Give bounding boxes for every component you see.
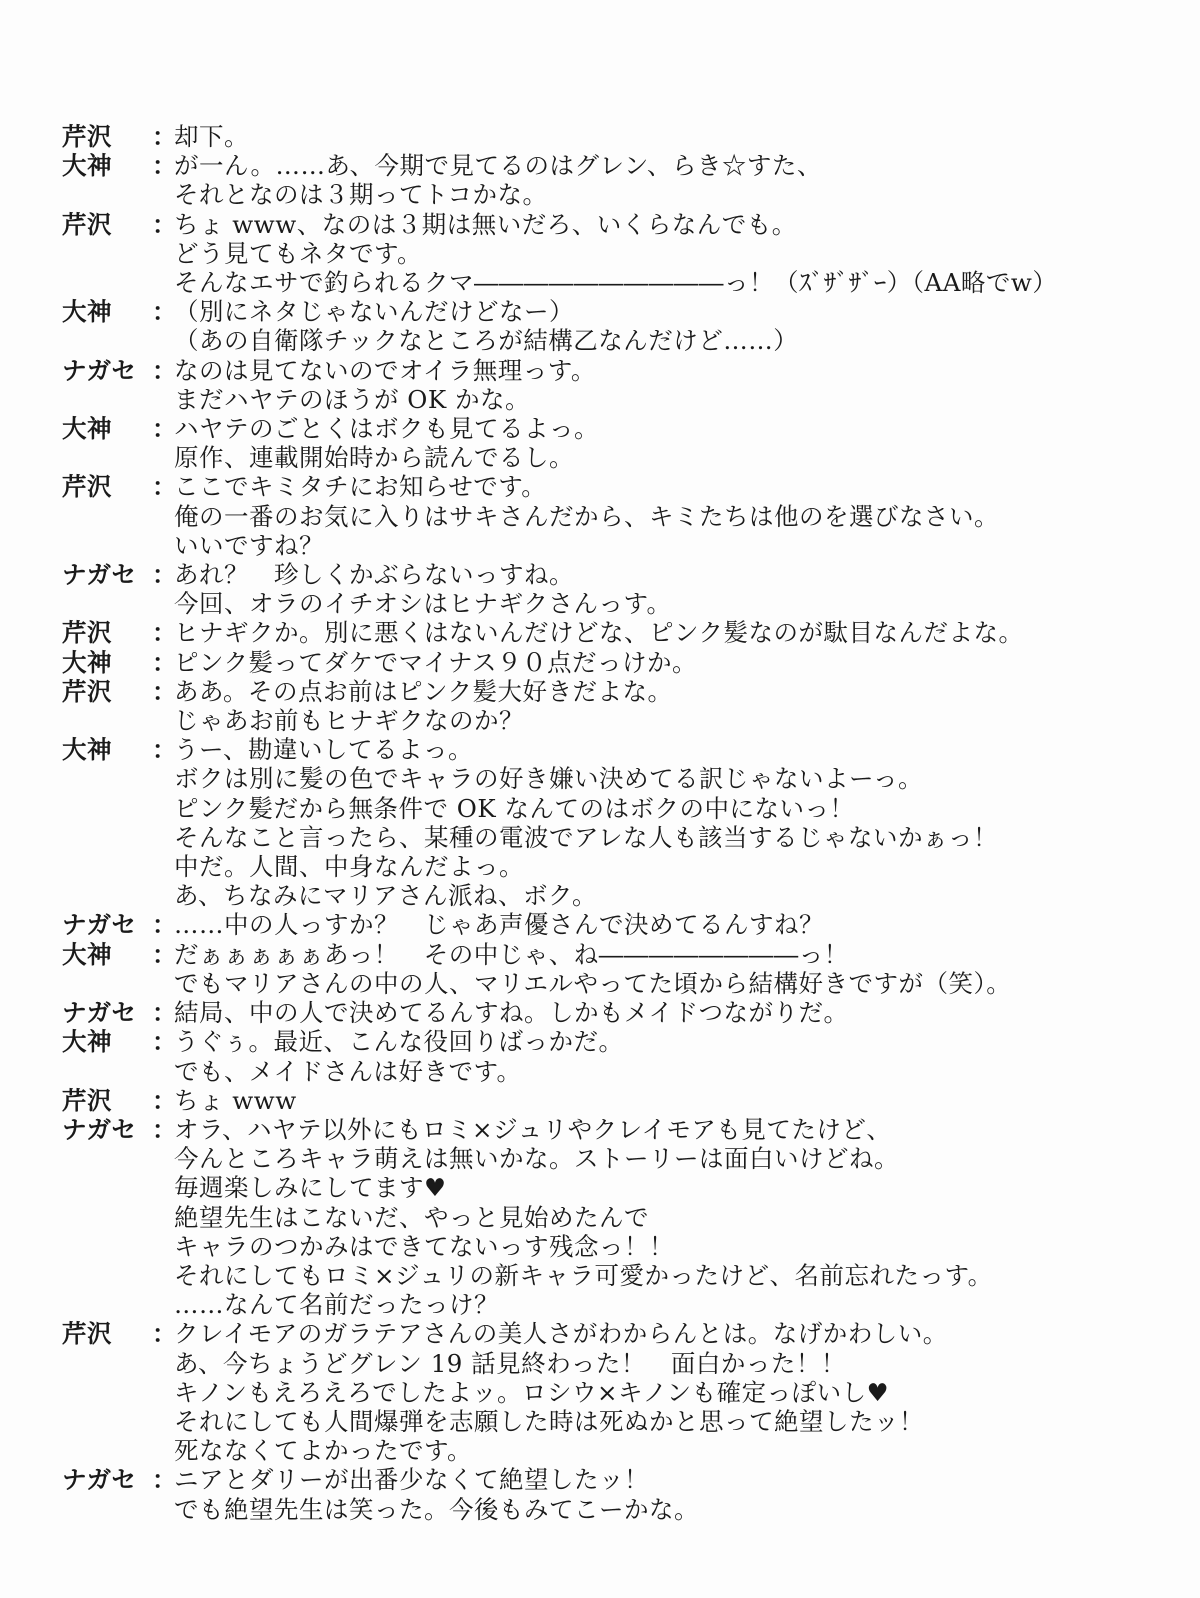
speech-line: 死ななくてよかったです。: [174, 1436, 473, 1466]
speech-lines: [174, 1086, 1142, 1115]
speaker-name: 大神: [62, 735, 112, 765]
speaker-name: ナガセ: [62, 910, 137, 940]
speech-line: 中だ。人間、中身なんだよっ。: [174, 852, 524, 882]
speech-lines: [174, 998, 1142, 1027]
speech-line: （別にネタじゃないんだけどなー）: [174, 297, 574, 327]
speech-line: 結局、中の人で決めてるんすね。しかもメイドつながりだ。: [174, 998, 849, 1028]
speaker-name: 大神: [62, 647, 112, 677]
speaker-colon: ：: [152, 297, 177, 327]
speech-lines: [174, 940, 1142, 998]
speech-lines: [174, 151, 1142, 209]
speech-lines: [174, 560, 1142, 618]
speaker-name: 芹沢: [62, 209, 112, 239]
speaker-name: ナガセ: [62, 355, 137, 385]
speech-line: うー、勘違いしてるよっ。: [174, 735, 474, 765]
speaker-name: 芹沢: [62, 122, 112, 151]
speaker-colon: ：: [152, 618, 177, 648]
speaker-colon: ：: [152, 122, 177, 151]
speaker-name: ナガセ: [62, 1465, 137, 1495]
speaker-name: 大神: [62, 939, 112, 969]
speaker-colon: ：: [152, 1114, 177, 1144]
speech-line: それにしても人間爆弾を志願した時は死ぬかと思って絶望したッ！: [174, 1406, 924, 1436]
dialogue-entry: [62, 910, 1142, 939]
speaker-name: 芹沢: [62, 1085, 112, 1115]
speech-lines: [174, 210, 1142, 298]
speech-line: でも絶望先生は笑った。今後もみてこーかな。: [174, 1494, 699, 1524]
speaker-name: 芹沢: [62, 618, 112, 648]
speech-line: ボクは別に髪の色でキャラの好き嫌い決めてる訳じゃないよーっ。: [174, 764, 924, 794]
speech-line: まだハヤテのほうが OK かな。: [174, 384, 530, 414]
speech-lines: [174, 677, 1142, 735]
speech-line: ちょ www、なのは３期は無いだろ、いくらなんでも。: [174, 209, 797, 239]
speaker-colon: ：: [152, 647, 177, 677]
speaker-name: 大神: [62, 1027, 112, 1057]
speaker-colon: ：: [152, 676, 177, 706]
speech-line: 毎週楽しみにしてます♥: [174, 1173, 447, 1203]
speaker-name: 大神: [62, 297, 112, 327]
speaker-name: 芹沢: [62, 1319, 112, 1349]
speech-lines: [174, 472, 1142, 560]
speech-lines: [174, 356, 1142, 414]
speech-lines: [174, 122, 1142, 151]
speech-line: ピンク髪だから無条件で OK なんてのはボクの中にないっ！: [174, 793, 855, 823]
speech-line: あ、ちなみにマリアさん派ね、ボク。: [174, 881, 598, 911]
speech-lines: [174, 1465, 1142, 1523]
speaker-name: 芹沢: [62, 472, 112, 502]
dialogue-entry: [62, 122, 1142, 151]
dialogue-entry: [62, 735, 1142, 910]
speech-line: 絶望先生はこないだ、やっと見始めたんで: [174, 1202, 649, 1232]
speech-line: 俺の一番のお気に入りはサキさんだから、キミたちは他のを選びなさい。: [174, 501, 999, 531]
dialogue-entry: [62, 1319, 1142, 1465]
speech-line: 今回、オラのイチオシはヒナギクさんっす。: [174, 589, 672, 619]
speaker-colon: ：: [152, 414, 177, 444]
speaker-colon: ：: [152, 1319, 177, 1349]
speech-line: あ、今ちょうどグレン 19 話見終わった！ 面白かった！！: [174, 1348, 846, 1378]
speaker-colon: ：: [152, 209, 177, 239]
dialogue-entry: [62, 677, 1142, 735]
speaker-name: ナガセ: [62, 560, 137, 590]
speech-line: 原作、連載開始時から読んでるし。: [174, 443, 574, 473]
speech-line: （あの自衛隊チックなところが結構乙なんだけど……）: [174, 326, 799, 356]
speech-line: そんなエサで釣られるクマ――――――――――っ！（ｽﾞｻﾞｻﾞｰ）（AA略でw）: [174, 268, 1058, 298]
speech-line: 今んところキャラ萌えは無いかな。ストーリーは面白いけどね。: [174, 1144, 899, 1174]
speech-lines: [174, 414, 1142, 472]
speech-line: キノンもえろえろでしたよッ。ロシウ×キノンも確定っぽいし♥: [174, 1377, 890, 1407]
speech-line: ハヤテのごとくはボクも見てるよっ。: [174, 414, 599, 444]
speech-line: 却下。: [174, 122, 249, 151]
dialogue-entry: [62, 1115, 1142, 1319]
dialogue-entry: [62, 940, 1142, 998]
speech-line: だぁぁぁぁぁあっ！ その中じゃ、ね――――――――っ！: [174, 939, 849, 969]
speech-line: うぐぅ。最近、こんな役回りばっかだ。: [174, 1027, 624, 1057]
speaker-name: 芹沢: [62, 676, 112, 706]
speech-line: オラ、ハヤテ以外にもロミ×ジュリやクレイモアも見てたけど、: [174, 1114, 892, 1144]
speech-line: ヒナギクか。別に悪くはないんだけどな、ピンク髪なのが駄目なんだよな。: [174, 618, 1024, 648]
speech-line: ああ。その点お前はピンク髪大好きだよな。: [174, 676, 673, 706]
speech-line: でもマリアさんの中の人、マリエルやってた頃から結構好きですが（笑）。: [174, 968, 1012, 998]
dialogue-transcript: [62, 122, 1142, 1524]
speech-line: でも、メイドさんは好きです。: [174, 1056, 522, 1086]
dialogue-entry: [62, 472, 1142, 560]
dialogue-entry: [62, 356, 1142, 414]
speech-lines: [174, 1027, 1142, 1085]
speaker-colon: ：: [152, 355, 177, 385]
speech-line: ……中の人っすか？ じゃあ声優さんで決めてるんすね？: [174, 910, 824, 940]
speech-lines: [174, 1115, 1142, 1319]
speech-line: それにしてもロミ×ジュリの新キャラ可愛かったけど、名前忘れたっす。: [174, 1260, 993, 1290]
speaker-colon: ：: [152, 1085, 177, 1115]
speech-lines: [174, 297, 1142, 355]
speaker-name: 大神: [62, 414, 112, 444]
speech-line: それとなのは３期ってトコかな。: [174, 180, 548, 210]
speech-lines: [174, 910, 1142, 939]
speech-line: クレイモアのガラテアさんの美人さがわからんとは。なげかわしい。: [174, 1319, 948, 1349]
speech-line: そんなこと言ったら、某種の電波でアレな人も該当するじゃないかぁっ！: [174, 822, 999, 852]
speaker-colon: ：: [152, 560, 177, 590]
speech-line: いいですね？: [174, 530, 324, 560]
speech-line: あれ？ 珍しくかぶらないっすね。: [174, 560, 574, 590]
dialogue-entry: [62, 1086, 1142, 1115]
speech-line: が一ん。……あ、今期で見てるのはグレン、らき☆すた、: [174, 151, 822, 181]
speech-line: なのは見てないのでオイラ無理っす。: [174, 355, 596, 385]
speaker-colon: ：: [152, 998, 177, 1028]
speech-line: ここでキミタチにお知らせです。: [174, 472, 547, 502]
speaker-name: ナガセ: [62, 1114, 137, 1144]
dialogue-entry: [62, 648, 1142, 677]
dialogue-entry: [62, 998, 1142, 1027]
speaker-colon: ：: [152, 1027, 177, 1057]
dialogue-entry: [62, 618, 1142, 647]
dialogue-entry: [62, 151, 1142, 209]
speaker-colon: ：: [152, 939, 177, 969]
dialogue-entry: [62, 414, 1142, 472]
speaker-name: ナガセ: [62, 998, 137, 1028]
speech-lines: [174, 618, 1142, 647]
speech-lines: [174, 648, 1142, 677]
dialogue-entry: [62, 1027, 1142, 1085]
speaker-colon: ：: [152, 735, 177, 765]
dialogue-entry: [62, 1465, 1142, 1523]
speech-line: ちょ www: [174, 1085, 297, 1115]
speech-lines: [174, 735, 1142, 910]
speech-lines: [174, 1319, 1142, 1465]
speech-line: ピンク髪ってダケでマイナス９０点だっけか。: [174, 647, 698, 677]
dialogue-entry: [62, 560, 1142, 618]
speaker-name: 大神: [62, 151, 112, 181]
speaker-colon: ：: [152, 472, 177, 502]
speaker-colon: ：: [152, 151, 177, 181]
dialogue-entry: [62, 210, 1142, 298]
speech-line: ……なんて名前だったっけ？: [174, 1290, 499, 1320]
speech-line: ニアとダリーが出番少なくて絶望したッ！: [174, 1465, 649, 1495]
speaker-colon: ：: [152, 910, 177, 940]
speech-line: キャラのつかみはできてないっす残念っ！！: [174, 1231, 674, 1261]
dialogue-entry: [62, 297, 1142, 355]
speech-line: じゃあお前もヒナギクなのか？: [174, 706, 524, 736]
speaker-colon: ：: [152, 1465, 177, 1495]
speech-line: どう見てもネタです。: [174, 238, 423, 268]
